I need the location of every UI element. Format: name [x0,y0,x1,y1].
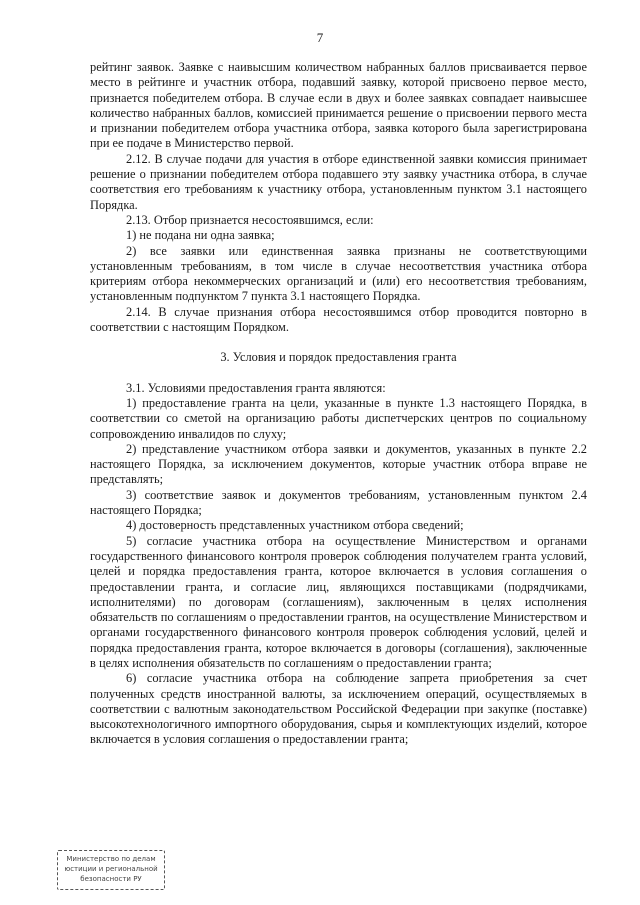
stamp-line-1: Министерство по делам [66,855,156,863]
stamp-line-2: юстиции и региональной [64,865,158,873]
stamp-line-3: безопасности РУ [80,875,142,883]
registration-stamp [57,850,165,890]
paragraph: 6) согласие участника отбора на соблюдение запрета приобретения за счет полученных средств иностранной валюты, за исключением операций, осуществляемых в соответствии с валютным законодательством Российской Федерации при закупке (поставке) высокотехнологичного импортного оборудования, сырья и комплектующих изделий, которое включается в условия соглашения о предоставлении гранта; [90,671,587,747]
paragraph: 3) соответствие заявок и документов требованиям, установленным пунктом 2.4 настоящего Порядка; [90,487,587,518]
paragraph: 2.13. Отбор признается несостоявшимся, если: [126,212,374,227]
paragraph: 1) предоставление гранта на цели, указанные в пункте 1.3 настоящего Порядка, в соответствии со сметой на организацию работы диспетчерских центров по социальному сопровождению инвалидов по слуху; [90,395,587,441]
paragraph: 2.14. В случае признания отбора несостоявшимся отбор проводится повторно в соответствии с настоящим Порядком. [90,304,587,335]
paragraph: 5) согласие участника отбора на осуществление Министерством и органами государственного финансового контроля проверок соблюдения получателем гранта условий, целей и порядка предоставления гранта, которое включается в условия соглашения о предоставлении гранта, и согласие лиц, являющихся поставщиками (подрядчиками, исполнителями) по договорам (соглашениям), заключенным в целях исполнения обязательств по соглашениям о предоставлении грантов, на осуществление Министерством и органами государственного финансового контроля проверок соблюдения условий, целей и порядка предоставления гранта, которое включается в договоры (соглашения), заключенные в целях исполнения обязательств по соглашениям о предоставлении гранта; [90,533,587,670]
paragraph: 3.1. Условиями предоставления гранта являются: [126,380,386,395]
paragraph: 2) представление участником отбора заявки и документов, указанных в пункте 2.2 настоящего Порядка, за исключением документов, которые участник отбора вправе не представлять; [90,441,587,487]
paragraph: 2.12. В случае подачи для участия в отборе единственной заявки комиссия принимает решение о признании победителем отбора подавшего эту заявку участника отбора, в случае соответствия его требованиям к участнику отбора, установленным пунктом 3.1 настоящего Порядка. [90,151,587,212]
paragraph: 1) не подана ни одна заявка; [126,228,275,243]
document-body [90,60,587,748]
paragraph: рейтинг заявок. Заявке с наивысшим количеством набранных баллов присваивается первое место в рейтинге и участник отбора, подавший заявку, которой присвоено первое место, признается победителем отбора. В случае если в двух и более заявках совпадает наивысшее количество набранных баллов, комиссией принимается решение о присвоении первого места и признании победителем отбора участника отбора, заявка которого была зарегистрирована при ее подаче в Министерство первой. [90,60,587,151]
page-number: 7 [316,30,324,45]
section-title: 3. Условия и порядок предоставления гранта [220,350,457,365]
paragraph: 2) все заявки или единственная заявка признаны не соответствующими установленным требованиям, в том числе в случае несоответствия участника отбора критериям отбора некоммерческих организаций и (или) его несоответствия требованиям, установленным подпунктом 7 пункта 3.1 настоящего Порядка. [90,243,587,304]
paragraph: 4) достоверность представленных участником отбора сведений; [126,518,464,533]
